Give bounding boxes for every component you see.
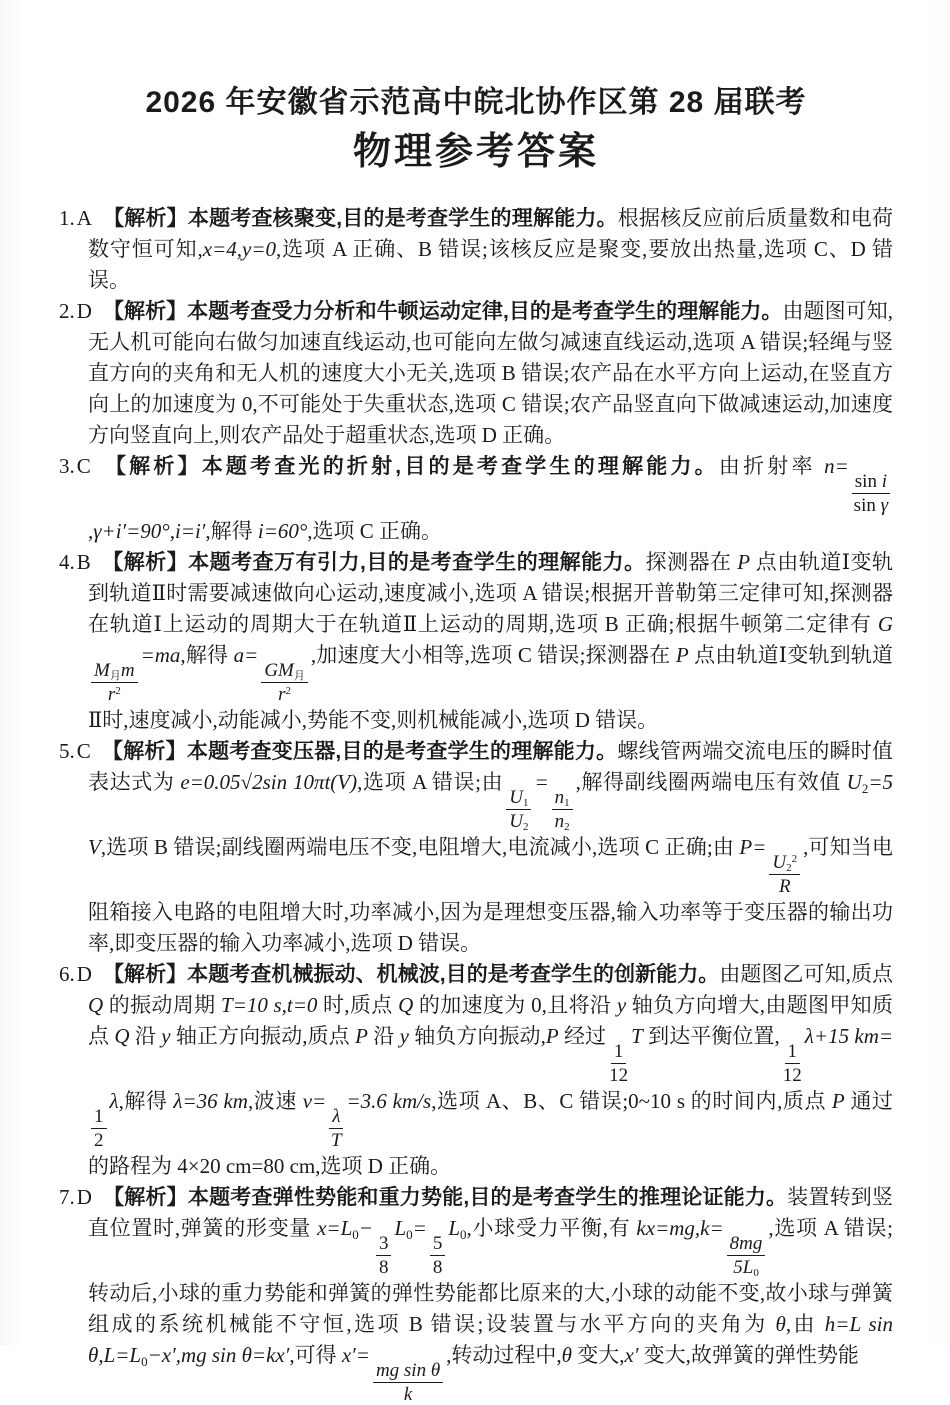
math-text: γ [880, 495, 889, 516]
math-text: λ+15 km= [804, 1024, 894, 1048]
body-text: 时,质点 [317, 993, 399, 1017]
item-number: 1. [59, 206, 75, 230]
body-text: 根据核反应前后质量数和电荷数守恒可知, [88, 206, 894, 261]
fraction-denominator [433, 1256, 443, 1278]
subscript: 0 [406, 1227, 413, 1242]
math-text: Q [398, 993, 414, 1017]
body-text: 由题图可知,无人机可能向右做匀加速直线运动,也可能向左做匀减速直线运动,选项 A 错误;轻绳与竖直方向的夹角和无人机的速度大小无关,选项 B 错误;农产品在水平方向上运动,在竖直方向上的加速度为 0,不可能处于失重状态,选项 C 错误;农产品竖直向下做减速运动,加速度方向竖直向上,则农产品处于超重状态,选项 D 正确。 [88, 299, 893, 447]
fraction-denominator [733, 1256, 759, 1278]
item-number: 3. [59, 454, 75, 478]
body-text: ,解得 [205, 519, 258, 543]
math-text: y [161, 1024, 171, 1048]
math-text: v= [302, 1089, 327, 1113]
superscript: 2 [115, 685, 121, 697]
math-text: k [403, 1384, 413, 1405]
math-text: G [877, 612, 893, 636]
body-text: 1 [613, 1041, 624, 1062]
fraction-numerator [261, 660, 308, 683]
math-text: λ [109, 1089, 119, 1113]
body-text: ,选项 A 错误;由 [357, 770, 504, 794]
body-text: 3 [378, 1233, 389, 1254]
fraction-numerator [785, 1041, 801, 1064]
body-text: 变大,故弹簧的弹性势能 [638, 1343, 859, 1367]
math-text: θ [775, 1312, 786, 1336]
subscript: 0 [352, 1227, 359, 1242]
math-text: e=0.05√2sin 10πt(V) [180, 770, 358, 794]
math-text: y [399, 1024, 409, 1048]
math-text: M [94, 660, 110, 681]
body-text: ,小球受力平衡,有 [466, 1216, 637, 1240]
body-text: ,解得 [180, 643, 234, 667]
math-text: P [831, 1089, 845, 1113]
fraction [430, 1233, 446, 1278]
body-text: 1 [787, 1041, 798, 1062]
math-text: kx=mg,k= [636, 1216, 724, 1240]
exam-title: 2026 年安徽省示范高中皖北协作区第 28 届联考 [145, 86, 807, 119]
math-text: T=10 s,t=0 [221, 993, 318, 1017]
body-text: ,可知当电阻箱接入电路的电阻增大时,功率减小,因为是理想变压器,输入功率等于变压器的输出功率,即变压器的输入功率减小,选项 D 错误。 [88, 835, 894, 955]
math-text: =3.6 km/s [346, 1089, 432, 1113]
math-text: U [772, 852, 787, 873]
math-text: y [616, 993, 627, 1017]
subscript: 0 [460, 1227, 467, 1242]
fraction-numerator [430, 1233, 446, 1256]
body-text: 螺线管两端交流电压的瞬时值表达式为 [88, 739, 893, 794]
math-text: mg sin θ [375, 1360, 441, 1381]
item-number: 4. [59, 550, 75, 574]
fraction [376, 1233, 392, 1278]
body-text: ,由 [785, 1312, 825, 1336]
body-text: 12 [609, 1065, 629, 1086]
math-text: n= [824, 454, 849, 478]
item-answer: D [76, 299, 92, 323]
item-number: 6. [59, 962, 75, 986]
math-text: n [554, 811, 565, 832]
item-number: 2. [59, 299, 75, 323]
fraction [552, 787, 573, 832]
fraction-denominator [404, 1383, 412, 1405]
math-text: P= [739, 835, 767, 859]
math-text: n [554, 787, 565, 808]
body-text: 经过 [558, 1024, 607, 1048]
body-text: ,转动过程中, [446, 1343, 562, 1367]
fraction-denominator [854, 494, 888, 516]
fraction-numerator [611, 1041, 627, 1064]
subscript: 2 [522, 821, 529, 833]
math-text: i [881, 471, 887, 492]
subscript: 1 [564, 797, 570, 809]
body-text: 由题图乙可知,质点 [719, 962, 894, 986]
analysis-bold-text: 【解析】本题考查受力分析和牛顿运动定律,目的是考查学生的理解能力。 [102, 300, 783, 323]
fraction [261, 660, 308, 705]
body-text: 探测器在 [645, 550, 738, 574]
math-text: ,γ+i′=90°,i=i′ [88, 519, 206, 543]
body-text: 8 [432, 1257, 443, 1278]
body-text: 8 [378, 1257, 389, 1278]
body-text: 的加速度为 0,且将沿 [413, 993, 617, 1017]
math-text: − [358, 1216, 373, 1240]
body-text: 1 [94, 1106, 104, 1127]
fraction [769, 852, 800, 897]
math-text: GM [264, 660, 294, 681]
fraction [506, 787, 531, 832]
body-text: 沿 [129, 1024, 162, 1048]
body-text: 的振动周期 [103, 993, 222, 1017]
fraction-denominator [94, 1129, 104, 1151]
math-text: Q [114, 1024, 130, 1048]
subscript: 0 [141, 1354, 148, 1369]
fraction-numerator [91, 660, 138, 683]
body-text: sin [853, 495, 881, 516]
document-header [59, 84, 893, 175]
math-text: = [534, 770, 549, 794]
subscript: 1 [522, 797, 529, 809]
answer-item [59, 296, 893, 451]
fraction-numerator [852, 471, 890, 494]
item-answer: D [76, 1185, 92, 1209]
subscript: 2 [786, 862, 792, 874]
fraction [609, 1041, 628, 1086]
item-number: 7. [59, 1185, 75, 1209]
body-text: 轴正方向振动,质点 [170, 1024, 356, 1048]
fraction-denominator [783, 1064, 802, 1086]
answer-item [59, 736, 893, 959]
body-text: ,选项 A 错误;转动后,小球的重力势能和弹簧的弹性势能都比原来的大,小球的动能不变,故小球与弹簧组成的系统机械能不守恒,选项 B 错误;设装置与水平方向的夹角为 [88, 1216, 894, 1336]
body-text: 装置转到竖直位置时,弹簧的形变量 [88, 1185, 893, 1240]
math-text: h=L sin θ,L=L [88, 1312, 893, 1367]
fraction-numerator [373, 1360, 443, 1383]
fraction-denominator [555, 810, 570, 832]
fraction-numerator [329, 1106, 343, 1129]
item-answer: A [76, 206, 92, 230]
math-text: P [675, 643, 689, 667]
math-text: x=L [317, 1216, 353, 1240]
math-text: x′= [341, 1343, 370, 1367]
math-text: r [278, 684, 286, 705]
analysis-bold-text: 【解析】本题考查光的折射,目的是考查学生的理解能力。 [101, 455, 719, 478]
body-text: 轴负方向振动, [408, 1024, 546, 1048]
answer-item [59, 959, 893, 1182]
fraction [727, 1233, 766, 1278]
superscript: 2 [791, 853, 798, 865]
math-text: =5 V [88, 770, 894, 859]
superscript: 2 [285, 685, 292, 697]
subscript: 0 [753, 1267, 759, 1279]
fraction-numerator [727, 1233, 766, 1256]
body-text: ,加速度大小相等,选项 C 错误;探测器在 [310, 643, 676, 667]
fraction-numerator [552, 787, 573, 810]
body-text: 沿 [367, 1024, 400, 1048]
math-text: U [509, 787, 523, 808]
math-text: L [448, 1216, 460, 1240]
math-text: R [778, 876, 791, 897]
math-text: Q [88, 993, 104, 1017]
body-text: ,选项 A 正确、B 错误;该核反应是聚变,要放出热量,选项 C、D 错误。 [88, 237, 893, 292]
answer-list [59, 203, 893, 1405]
answer-item [59, 547, 893, 736]
body-text: ,选项 A、B、C 错误;0~10 s 的时间内,质点 [431, 1089, 832, 1113]
item-number: 5. [59, 739, 75, 763]
fraction-numerator [506, 787, 531, 810]
body-text: ,波速 [247, 1089, 303, 1113]
math-text: P [737, 550, 751, 574]
body-text: 变大, [572, 1343, 625, 1367]
fraction-numerator [376, 1233, 392, 1256]
math-text: −x′,mg sin θ=kx′ [147, 1343, 290, 1367]
fraction [91, 660, 138, 705]
math-text: U [509, 811, 523, 832]
math-text: θ [561, 1343, 572, 1367]
fraction-denominator [108, 683, 121, 705]
fraction [852, 471, 890, 516]
math-text: a= [233, 643, 259, 667]
math-text: x=4,y=0 [202, 237, 277, 261]
answer-item [59, 1182, 893, 1405]
subscript: 月 [109, 670, 121, 682]
math-text: m [120, 660, 135, 681]
fraction-denominator [379, 1256, 389, 1278]
fraction [783, 1041, 802, 1086]
fraction [373, 1360, 443, 1405]
fraction-numerator [769, 852, 800, 875]
body-text: 轴负方向增大,由题图甲知质点 [88, 993, 894, 1048]
math-text: T [631, 1024, 643, 1048]
item-answer: C [76, 454, 91, 478]
subject-title: 物理参考答案 [352, 131, 599, 173]
body-text: 5 [432, 1233, 443, 1254]
analysis-bold-text: 【解析】本题考查核聚变,目的是考查学生的理解能力。 [102, 207, 618, 230]
body-text: 点由轨道Ⅰ变轨到轨道Ⅱ时,速度减小,动能减小,势能不变,则机械能减小,选项 D 错误。 [88, 643, 894, 732]
analysis-bold-text: 【解析】本题考查机械振动、机械波,目的是考查学生的创新能力。 [102, 963, 720, 986]
math-text: 8mg [729, 1233, 763, 1254]
analysis-bold-text: 【解析】本题考查变压器,目的是考查学生的理解能力。 [101, 740, 618, 763]
body-text: ,解得 [118, 1089, 174, 1113]
math-text: U [846, 770, 862, 794]
answer-item [59, 203, 893, 296]
math-text: = [412, 1216, 427, 1240]
subscript: 月 [293, 670, 305, 682]
math-text: =ma [140, 643, 181, 667]
math-text: i=60° [257, 519, 308, 543]
subscript: 2 [564, 821, 570, 833]
body-text: ,可得 [289, 1343, 342, 1367]
body-text: 到达平衡位置, [642, 1024, 780, 1048]
math-text: λ [332, 1106, 341, 1127]
fraction-denominator [331, 1129, 342, 1151]
analysis-bold-text: 【解析】本题考查万有引力,目的是考查学生的理解能力。 [101, 551, 646, 574]
fraction-denominator [609, 1064, 628, 1086]
item-answer: C [76, 739, 91, 763]
body-text: 由折射率 [718, 454, 825, 478]
fraction [91, 1106, 107, 1151]
fraction-denominator [509, 810, 528, 832]
fraction-denominator [779, 875, 791, 897]
math-text: T [331, 1130, 342, 1151]
body-text: ,选项 C 正确。 [307, 519, 443, 543]
answer-item [59, 451, 893, 547]
analysis-bold-text: 【解析】本题考查弹性势能和重力势能,目的是考查学生的推理论证能力。 [102, 1186, 788, 1209]
math-text: L [394, 1216, 407, 1240]
item-answer: B [76, 550, 91, 574]
body-text: 2 [94, 1130, 104, 1151]
math-text: 5L [733, 1257, 754, 1278]
body-text: 点由轨道Ⅰ变轨到轨道Ⅱ时需要减速做向心运动,速度减小,选项 A 错误;根据开普勒第三定律可知,探测器在轨道Ⅰ上运动的周期大于在轨道Ⅱ上运动的周期,选项 B 正确;根据牛顿第二定律有 [88, 550, 893, 636]
math-text: P [545, 1024, 559, 1048]
math-text: λ=36 km [173, 1089, 248, 1113]
body-text: 通过的路程为 4×20 cm=80 cm,选项 D 正确。 [88, 1089, 894, 1178]
fraction-numerator [91, 1106, 107, 1129]
body-text: sin [854, 471, 882, 492]
math-text: r [107, 684, 116, 705]
subscript: 2 [861, 781, 869, 796]
item-answer: D [76, 962, 92, 986]
fraction-denominator [278, 683, 291, 705]
body-text: 12 [782, 1065, 802, 1086]
body-text: ,解得副线圈两端电压有效值 [575, 770, 847, 794]
body-text: ,选项 B 错误;副线圈两端电压不变,电阻增大,电流减小,选项 C 正确;由 [100, 835, 740, 859]
math-text: P [355, 1024, 368, 1048]
fraction [329, 1106, 343, 1151]
math-text: x′ [624, 1343, 639, 1367]
